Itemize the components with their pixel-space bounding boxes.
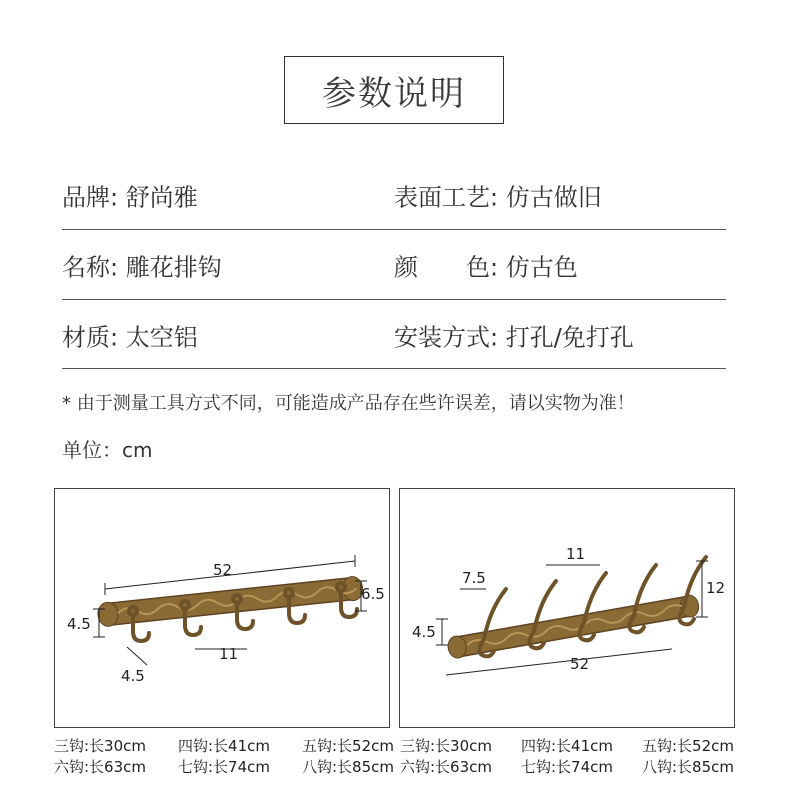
spec-item: 七钩:长74cm — [178, 758, 270, 776]
dim-length-label: 52 — [213, 561, 233, 579]
hook-rack-front-image — [55, 489, 390, 728]
spec-item: 八钩:长85cm — [302, 758, 394, 776]
hook-rack-angle-image — [400, 489, 735, 728]
dim-hook-height-label: 4.5 — [67, 615, 91, 633]
param-name: 名称: 雕花排钩 — [62, 253, 222, 282]
param-row-brand — [62, 160, 726, 230]
length-specs-right — [400, 736, 734, 778]
measurement-note: * 由于测量工具方式不同，可能造成产品存在些许误差，请以实物为准！ — [62, 393, 635, 414]
diagram-front-view — [54, 488, 390, 728]
param-row-name — [62, 230, 726, 300]
param-row-material — [62, 300, 726, 370]
spec-line — [400, 736, 734, 757]
dim-hook-depth-label: 4.5 — [121, 667, 145, 685]
spec-item: 六钩:长63cm — [54, 758, 146, 776]
dim-hook-depth-label: 7.5 — [462, 569, 486, 587]
diagram-angle-view — [399, 488, 735, 728]
dim-height-label: 12 — [706, 579, 726, 597]
page-title: 参数说明 — [284, 56, 504, 124]
spec-line — [54, 757, 394, 778]
spec-item: 六钩:长63cm — [400, 758, 492, 776]
dim-length-label: 52 — [570, 655, 590, 673]
spec-item: 五钩:长52cm — [642, 737, 734, 755]
param-surface: 表面工艺: 仿古做旧 — [394, 183, 602, 212]
param-brand: 品牌: 舒尚雅 — [62, 183, 198, 212]
dim-height-label: 6.5 — [361, 585, 385, 603]
param-material: 材质: 太空铝 — [62, 323, 198, 352]
spec-line — [54, 736, 394, 757]
spec-item: 八钩:长85cm — [642, 758, 734, 776]
spec-line — [400, 757, 734, 778]
spec-item: 四钩:长41cm — [521, 737, 613, 755]
spec-item: 四钩:长41cm — [178, 737, 270, 755]
param-install: 安装方式: 打孔/免打孔 — [394, 323, 634, 352]
spec-item: 五钩:长52cm — [302, 737, 394, 755]
dim-spacing-label: 11 — [219, 645, 239, 663]
spec-item: 三钩:长30cm — [400, 737, 492, 755]
dim-hook-height-label: 4.5 — [412, 623, 436, 641]
param-color: 颜 色: 仿古色 — [394, 253, 578, 282]
unit-label: 单位：cm — [62, 438, 153, 462]
spec-item: 七钩:长74cm — [521, 758, 613, 776]
divider — [62, 368, 726, 369]
spec-item: 三钩:长30cm — [54, 737, 146, 755]
dim-spacing-label: 11 — [566, 545, 586, 563]
length-specs-left — [54, 736, 394, 778]
